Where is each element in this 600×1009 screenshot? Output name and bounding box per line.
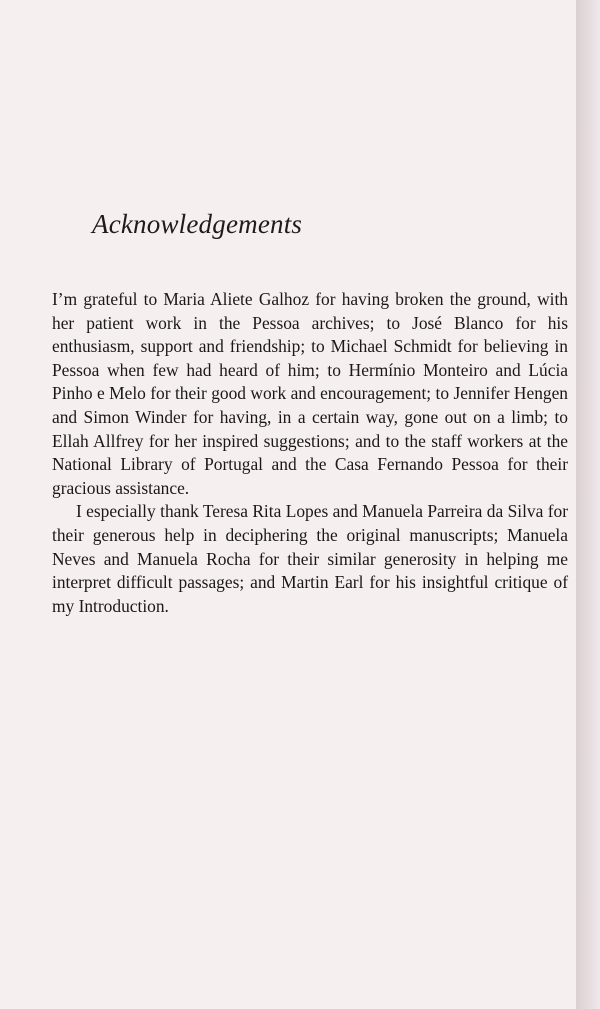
- page-edge: [576, 0, 600, 1009]
- page-title: Acknowledgements: [92, 209, 303, 239]
- paragraph-special-thanks: I especially thank Teresa Rita Lopes and Manuela Parreira da Silva for their generous help in deciphering the original manuscripts; Manuela Neves and Manuela Rocha for their similar generosity in helping me interpret difficult passages; and Martin Earl for his insightful critique of my Introduction.: [52, 501, 568, 616]
- paragraph-gratitude: I’m grateful to Maria Aliete Galhoz for having broken the ground, with her patient work in the Pessoa archives; to José Blanco for his enthusiasm, support and friendship; to Michael Schmidt for believing in Pessoa when few had heard of him; to Hermínio Monteiro and Lúcia Pinho e Melo for their good work and encouragement; to Jennifer Hengen and Simon Winder for having, in a certain way, gone out on a limb; to Ellah Allfrey for her inspired suggestions; and to the staff workers at the National Library of Portugal and the Casa Fernando Pessoa for their gracious assistance.: [52, 289, 568, 498]
- acknowledgements-text: [52, 288, 568, 618]
